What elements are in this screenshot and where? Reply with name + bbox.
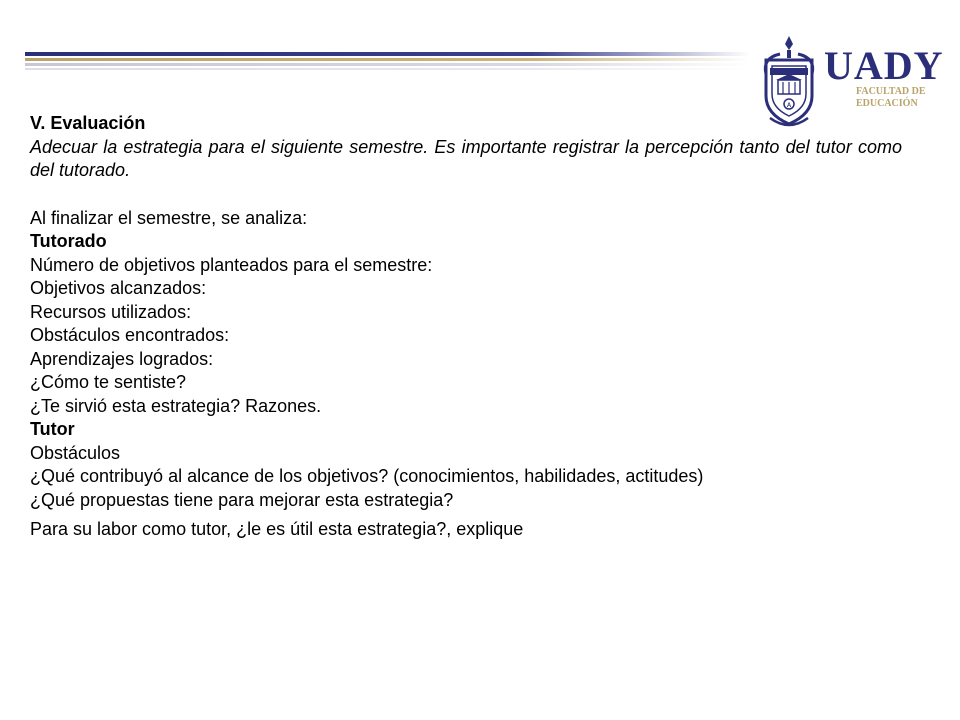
tutor-heading: Tutor (30, 419, 75, 439)
svg-text:A: A (786, 103, 792, 109)
tutorado-item: Objetivos alcanzados: (30, 278, 207, 298)
tutorado-item: Obstáculos encontrados: (30, 325, 230, 345)
spacer (30, 183, 902, 207)
section-lead: Al finalizar el semestre, se analiza: (30, 207, 308, 228)
logo-faculty (856, 86, 926, 110)
tutorado-heading: Tutorado (30, 231, 107, 251)
tutor-item: Obstáculos (30, 442, 121, 463)
tutorado-item: ¿Cómo te sentiste? (30, 372, 187, 392)
header-stripe-light (25, 68, 750, 70)
header-stripe-navy (25, 52, 750, 56)
section-title: V. Evaluación (30, 113, 146, 133)
logo-brand: UADY (824, 43, 944, 88)
slide-content (30, 112, 902, 542)
logo-faculty-line2: EDUCACIÓN (856, 98, 918, 109)
header-stripe-gold (25, 58, 750, 61)
section-intro: Adecuar la estrategia para el siguiente semestre. Es importante registrar la percepción tanto del tutor como del tutorado. (30, 136, 902, 180)
tutorado-item: ¿Te sirvió esta estrategia? Razones. (30, 395, 322, 416)
tutorado-item: Número de objetivos planteados para el semestre: (30, 254, 433, 275)
logo-faculty-line1: FACULTAD DE (856, 86, 926, 97)
tutor-item: ¿Qué propuestas tiene para mejorar esta estrategia? (30, 489, 454, 510)
tutor-item: ¿Qué contribuyó al alcance de los objetivos? (conocimientos, habilidades, actitudes) (30, 466, 704, 486)
header-stripes (25, 52, 750, 76)
tutorado-item: Recursos utilizados: (30, 301, 192, 322)
closing-question: Para su labor como tutor, ¿le es útil esta estrategia?, explique (30, 519, 524, 539)
header-stripe-gray (25, 63, 750, 66)
tutorado-item: Aprendizajes logrados: (30, 348, 214, 369)
